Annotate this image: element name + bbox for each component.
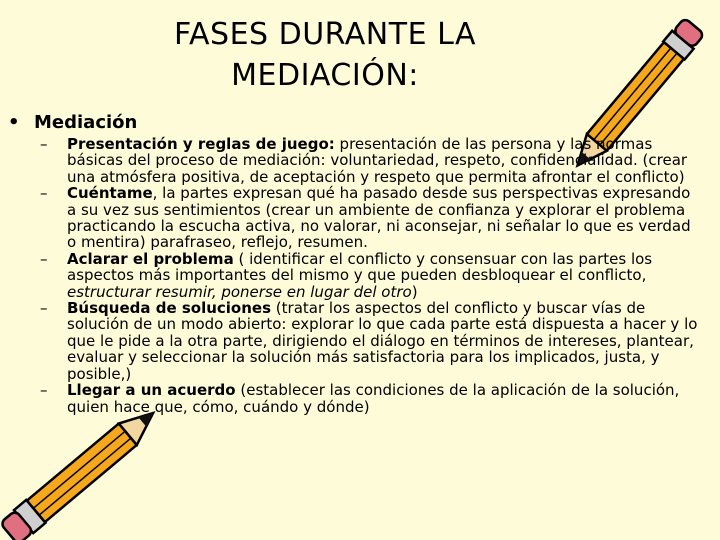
phase-item-cuentame <box>40 185 700 251</box>
phase-list <box>40 136 700 415</box>
phase-heading: Cuéntame <box>67 184 153 203</box>
bullet-label: Mediación <box>34 112 138 133</box>
phase-item-aclarar <box>40 251 700 300</box>
phase-heading: Aclarar el problema <box>67 249 234 268</box>
pencil-icon <box>0 398 175 540</box>
phase-heading: Llegar a un acuerdo <box>67 381 236 400</box>
list-dash: – <box>40 135 48 153</box>
list-dash: – <box>40 381 48 400</box>
title-line-1: FASES DURANTE LA <box>174 17 476 52</box>
phase-text: presentación de las persona y las normas básicas del proceso de mediación: voluntariedad, respeto, confidencialidad. (crear una atmósfera positiva, de aceptación y respeto que permita afrontar el conflicto) <box>67 135 688 186</box>
phase-text: ( identificar el conflicto y consensuar con las partes los aspectos más importantes del mismo y que pueden desbloquear el conflicto, <box>67 249 653 285</box>
phase-item-acuerdo <box>40 382 700 415</box>
phase-heading: Presentación y reglas de juego: <box>67 135 335 153</box>
phase-text: , la partes expresan qué ha pasado desde sus perspectivas expresando a su vez sus sentimientos (crear un ambiente de confianza y explorar el problema practicando la escucha activa, no valorar, ni aconsejar, ni señalar lo que es verdad o mentira) parafraseo, reflejo, resumen. <box>67 184 691 252</box>
title-line-2: MEDIACIÓN: <box>231 58 419 93</box>
phase-italic-text: estructurar resumir, ponerse en lugar del otro <box>67 282 412 301</box>
slide-title <box>150 14 500 96</box>
phase-tail: ) <box>411 282 418 301</box>
phase-heading: Búsqueda de soluciones <box>67 299 272 318</box>
bullet-dot: • <box>8 112 20 133</box>
bullet-mediacion <box>8 112 137 133</box>
list-dash: – <box>40 184 48 203</box>
phase-item-presentacion <box>40 136 700 185</box>
phase-text: (tratar los aspectos del conflicto y buscar vías de solución de un modo abierto: explorar lo que cada parte está dispuesta a hacer y lo que le pide a la otra parte, dirigiendo el diálogo en términos de intereses, plantear, evaluar y seleccionar la solución más satisfactoria para los implicados, justa, y posible,) <box>67 299 698 383</box>
phase-item-busqueda <box>40 300 700 382</box>
phase-text: (establecer las condiciones de la aplicación de la solución, quien hace que, cómo, cuándo y dónde) <box>67 381 680 416</box>
list-dash: – <box>40 299 48 318</box>
list-dash: – <box>40 249 48 268</box>
